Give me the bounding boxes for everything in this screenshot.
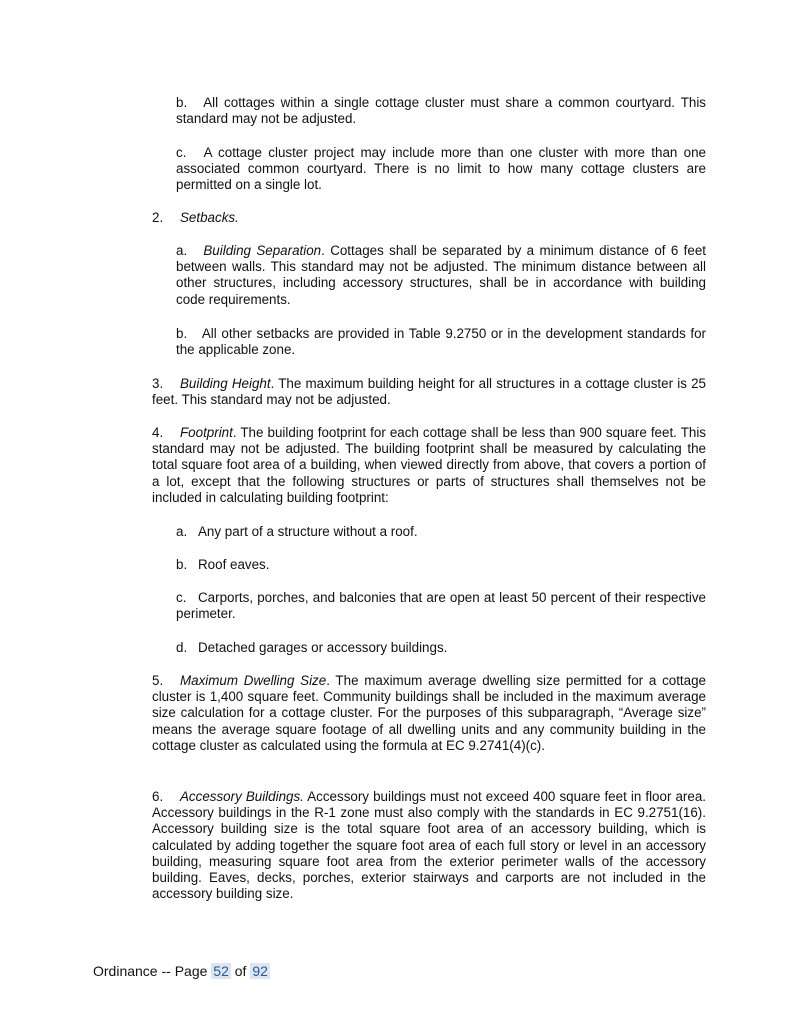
section-number: 2. — [152, 210, 164, 225]
list-label: a. — [176, 243, 188, 258]
paragraph-carports — [176, 590, 706, 622]
section-building-height — [152, 376, 706, 408]
section-heading: Building Height — [180, 376, 271, 391]
section-accessory-buildings — [152, 789, 706, 902]
list-label: a. — [176, 524, 188, 539]
section-number: 4. — [152, 425, 164, 440]
list-label: b. — [176, 95, 188, 110]
section-heading: Accessory Buildings. — [180, 789, 304, 804]
section-footprint — [152, 425, 706, 506]
section-heading: Footprint — [180, 425, 233, 440]
page-number: 52 — [213, 963, 229, 979]
list-label: d. — [176, 640, 188, 655]
paragraph-text: Detached garages or accessory buildings. — [198, 640, 448, 655]
list-label: b. — [176, 557, 188, 572]
list-label: c. — [176, 590, 187, 605]
footer-prefix: Ordinance -- Page — [93, 963, 208, 979]
section-heading: Maximum Dwelling Size — [180, 673, 327, 688]
total-pages: 92 — [252, 963, 268, 979]
paragraph-text: . The building footprint for each cottage shall be less than 900 square feet. This standard may not be adjusted. The building footprint shall be measured by calculating the total square foot area of a building, when viewed directly from above, that covers a portion of a lot, except that the following structures or parts of structures shall themselves not be included in calculating building footprint: — [152, 425, 706, 505]
section-heading: Setbacks. — [180, 210, 239, 225]
paragraph-text: . The maximum building height for all structures in a cottage cluster is 25 feet. This standard may not be adjusted. — [152, 376, 707, 408]
section-number: 6. — [152, 789, 164, 804]
paragraph-text: All cottages within a single cottage cluster must share a common courtyard. This standard may not be adjusted. — [176, 95, 706, 127]
section-maximum-dwelling-size — [152, 673, 706, 754]
page-footer — [93, 962, 270, 980]
footer-of-label: of — [234, 963, 247, 979]
paragraph-cottages-courtyard — [176, 95, 706, 127]
paragraph-text: . The maximum average dwelling size permitted for a cottage cluster is 1,400 square feet. Community buildings shall be included in the maximum average size calculation for a cottage cluster. For the purposes of this subparagraph, “Average size” means the average square footage of all dwelling units and any community building in the cottage cluster as calculated using the formula at EC 9.2741(4)(c). — [152, 673, 706, 753]
paragraph-text: Any part of a structure without a roof. — [198, 524, 418, 539]
section-setbacks — [152, 210, 706, 226]
paragraph-detached-garages — [176, 640, 706, 656]
section-number: 5. — [152, 673, 164, 688]
paragraph-text: Carports, porches, and balconies that are open at least 50 percent of their respective perimeter. — [176, 590, 706, 622]
list-label: b. — [176, 326, 188, 341]
paragraph-other-setbacks — [176, 326, 706, 358]
list-label: c. — [176, 145, 187, 160]
paragraph-heading: Building Separation — [203, 243, 322, 258]
paragraph-text: . Cottages shall be separated by a minimum distance of 6 feet between walls. This standard may not be adjusted. The minimum distance between all other structures, including accessory structures, shall be in accordance with building code requirements. — [176, 243, 706, 307]
paragraph-no-roof — [176, 524, 706, 540]
paragraph-text: Roof eaves. — [198, 557, 270, 572]
paragraph-roof-eaves — [176, 557, 706, 573]
paragraph-text: All other setbacks are provided in Table 9.2750 or in the development standards for the applicable zone. — [176, 326, 706, 358]
paragraph-building-separation — [176, 243, 706, 308]
paragraph-text: A cottage cluster project may include more than one cluster with more than one associated common courtyard. There is no limit to how many cottage clusters are permitted on a single lot. — [176, 145, 706, 193]
section-number: 3. — [152, 376, 164, 391]
paragraph-multiple-clusters — [176, 145, 706, 194]
paragraph-text: Accessory buildings must not exceed 400 square feet in floor area. Accessory buildings in the R-1 zone must also comply with the standards in EC 9.2751(16). Accessory building size is the total square foot area of an accessory building, which is calculated by adding together the square foot area of each full story or level in an accessory building, measuring square foot area from the exterior perimeter walls of the accessory building. Eaves, decks, porches, exterior stairways and carports are not included in the accessory building size. — [152, 789, 707, 902]
